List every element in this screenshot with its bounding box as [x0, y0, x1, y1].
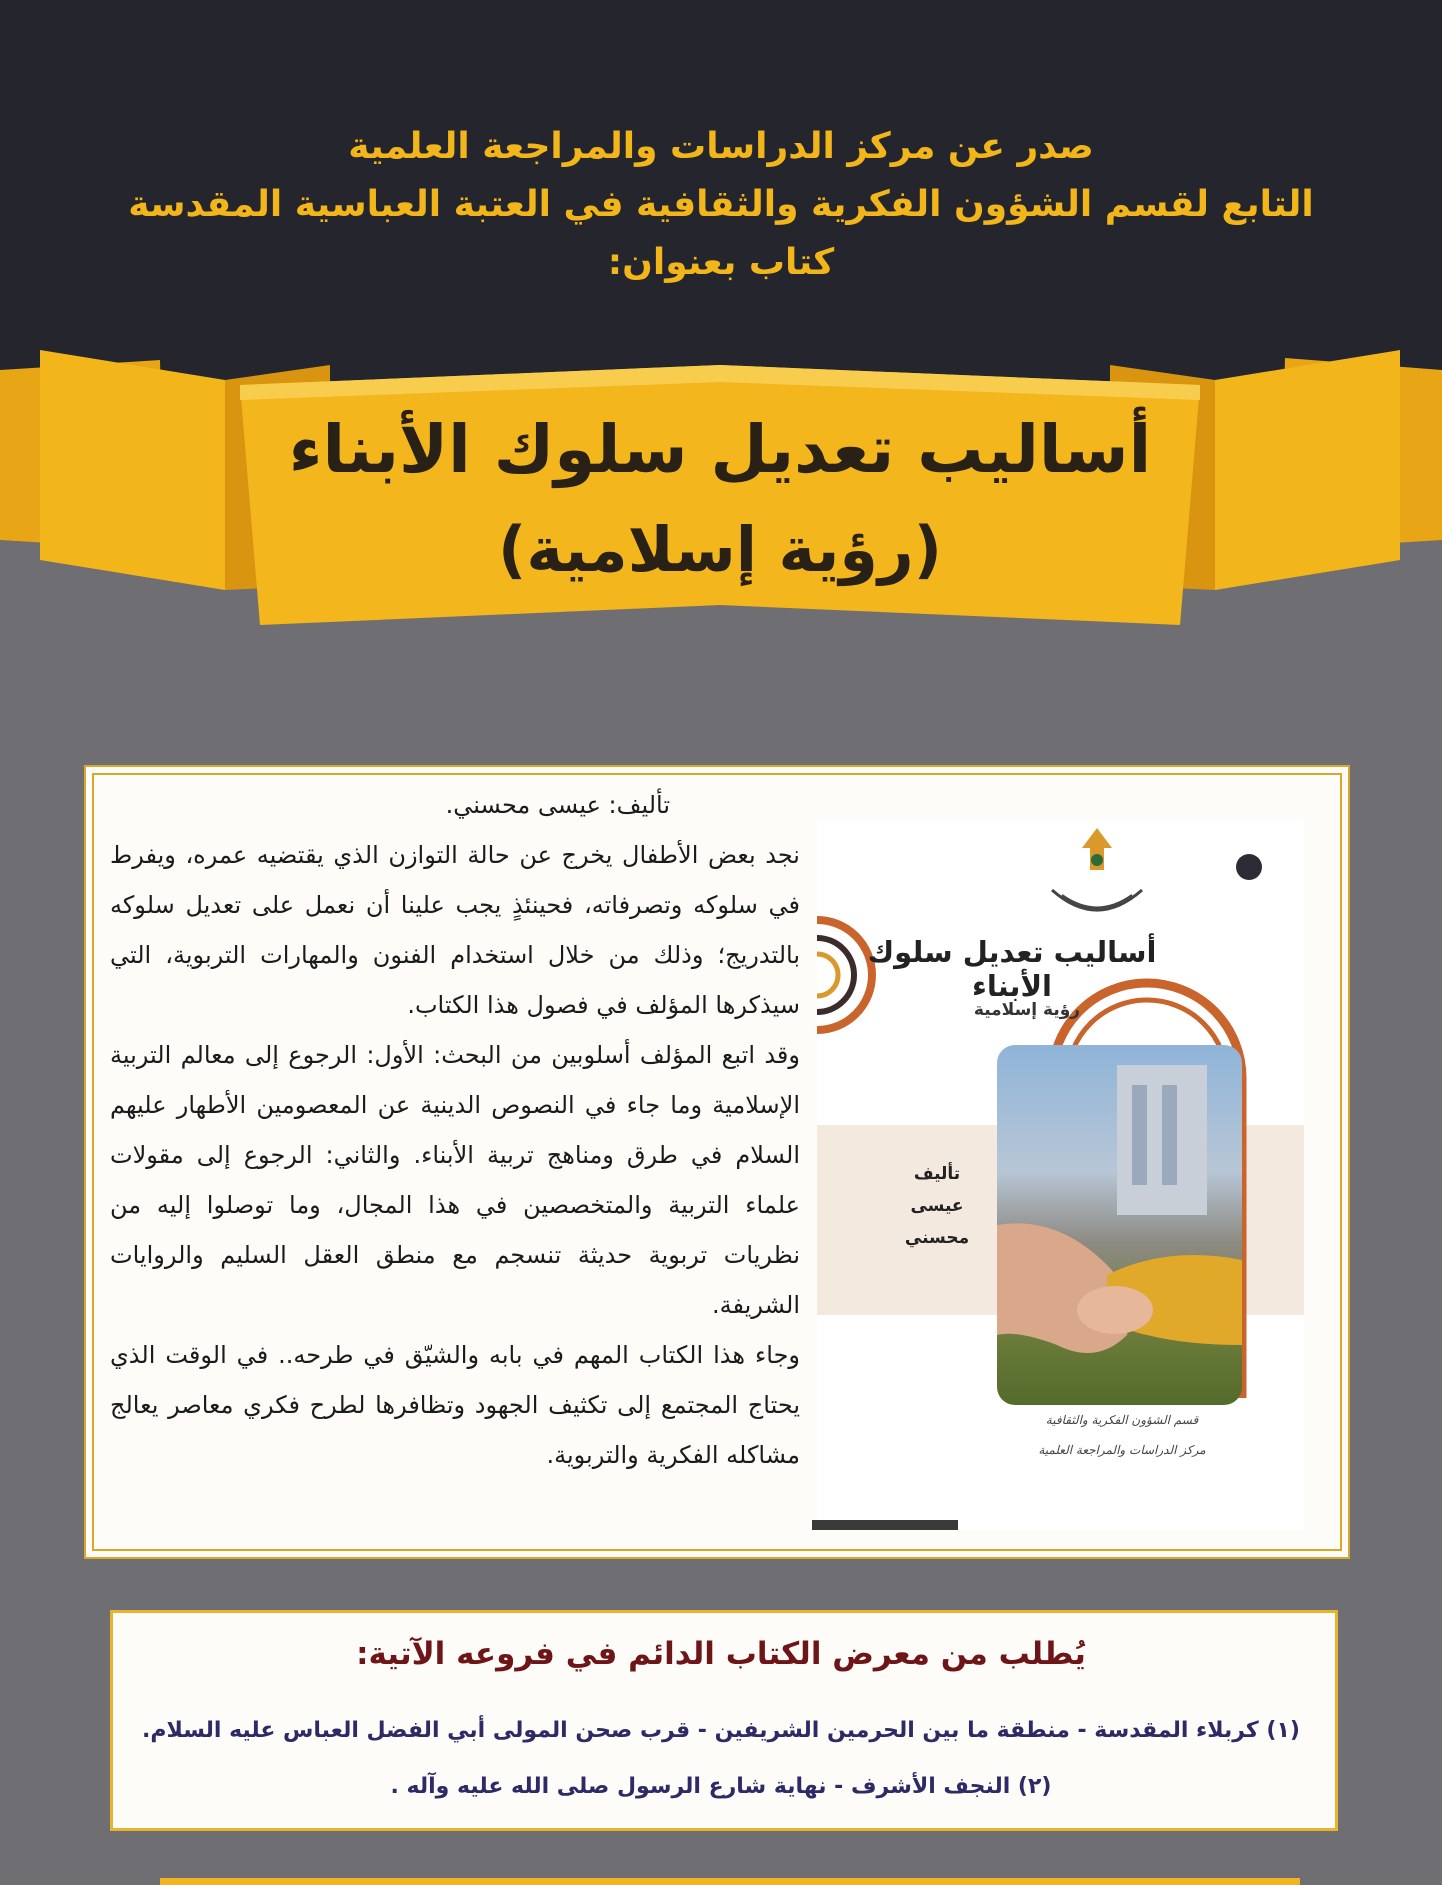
paragraph-1: نجد بعض الأطفال يخرج عن حالة التوازن الذي يقتضيه عمره، ويفرط في سلوكه وتصرفاته، فحينئذٍ يجب علينا أن نعمل على تعديل سلوكه بالتدريج؛ وذلك من خلال استخدام الفنون والمهارات التربوية، التي سيذكرها المؤلف في فصول هذا الكتاب. — [110, 841, 800, 1019]
cover-footer — [1007, 1405, 1237, 1465]
branch-najaf: (٢) النجف الأشرف - نهاية شارع الرسول صلى الله عليه وآله . — [390, 1774, 1052, 1799]
cover-subtitle: رؤية إسلامية — [973, 1000, 1081, 1020]
shrine-logo-icon — [1042, 820, 1152, 930]
cover-author-name: عيسى محسني — [904, 1196, 970, 1248]
cover-author — [877, 1158, 997, 1254]
cover-title: أساليب تعديل سلوك الأبناء — [867, 935, 1157, 1003]
paragraph-3: وجاء هذا الكتاب المهم في بابه والشيّق في طرحه.. في الوقت الذي يحتاج المجتمع إلى تكثيف الجهود وتظافرها لطرح فكري معاصر يعالج مشاكله الفكرية والتربوية. — [110, 1341, 800, 1469]
book-title: أساليب تعديل سلوك الأبناء — [288, 411, 1152, 488]
cover-footer-line-1: قسم الشؤون الفكرية والثقافية — [1045, 1413, 1199, 1427]
order-title: يُطلب من معرض الكتاب الدائم في فروعه الآتية: — [356, 1636, 1086, 1672]
holding-hands-image — [997, 1045, 1242, 1405]
branch-karbala: (١) كربلاء المقدسة - منطقة ما بين الحرمين الشريفين - قرب صحن المولى أبي الفضل العباس عليه السلام. — [142, 1718, 1300, 1743]
book-cover — [817, 820, 1304, 1530]
cover-bottom-bar — [812, 1520, 958, 1530]
cover-photo — [997, 1045, 1242, 1405]
author-line: تأليف: عيسى محسني. — [445, 791, 670, 819]
cover-author-label: تأليف — [913, 1164, 961, 1184]
book-subtitle: (رؤية إسلامية) — [498, 513, 942, 586]
intro-line-2: التابع لقسم الشؤون الفكرية والثقافية في العتبة العباسية المقدسة — [128, 184, 1314, 225]
publisher-intro — [0, 118, 1442, 292]
footer-strip — [160, 1878, 1300, 1885]
cover-footer-line-2: مركز الدراسات والمراجعة العلمية — [1038, 1443, 1206, 1457]
description-text — [110, 780, 800, 1480]
decor-dot — [1236, 854, 1262, 880]
intro-line-3: كتاب بعنوان: — [607, 242, 835, 283]
paragraph-2: وقد اتبع المؤلف أسلوبين من البحث: الأول: الرجوع إلى معالم التربية الإسلامية وما جاء في النصوص الدينية عن المعصومين الأطهار عليهم السلام في طرق ومناهج تربية الأبناء. والثاني: الرجوع إلى مقولات علماء التربية والمتخصصين في هذا المجال، وما توصلوا إليه من نظريات تربوية حديثة تنسجم مع منطق العقل السليم والروايات الشريفة. — [110, 1041, 800, 1319]
intro-line-1: صدر عن مركز الدراسات والمراجعة العلمية — [348, 126, 1094, 167]
book-title-block — [280, 400, 1160, 600]
